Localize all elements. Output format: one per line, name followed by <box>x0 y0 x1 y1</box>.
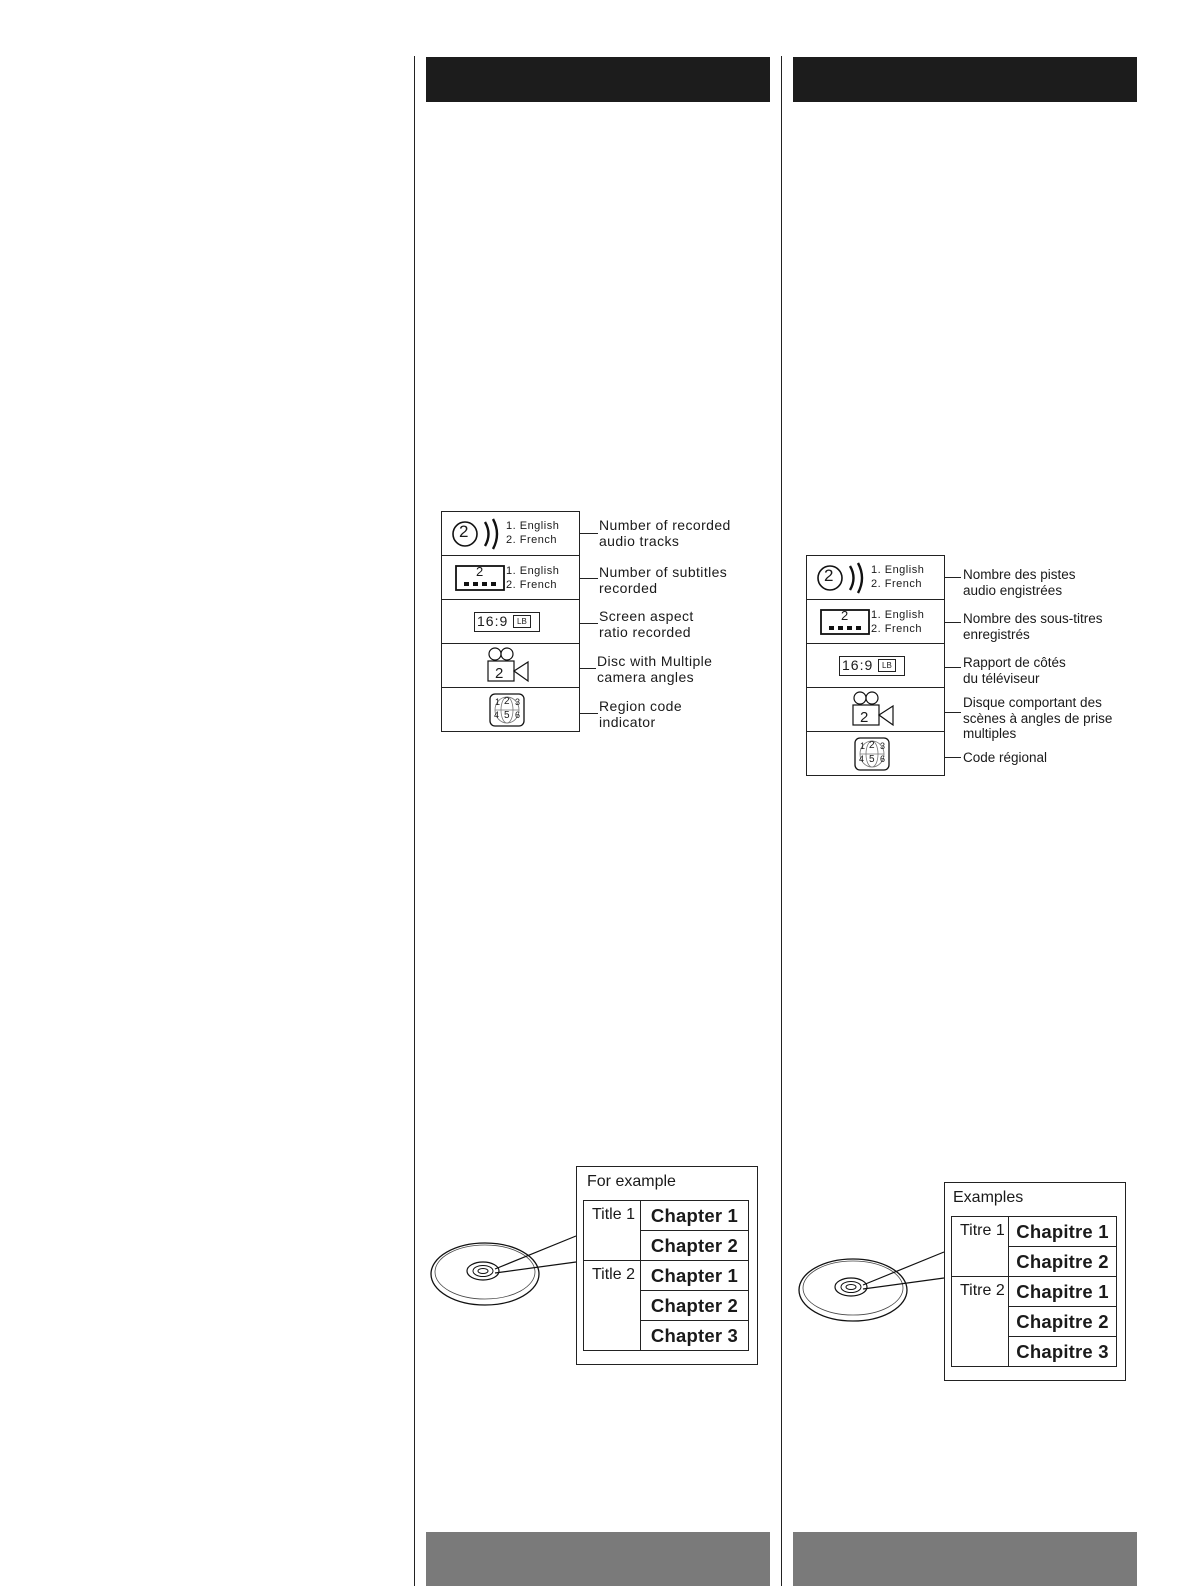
chapter-cell: Chapter 3 <box>641 1321 749 1351</box>
chapter-cell: Chapitre 1 <box>1009 1277 1117 1307</box>
leader-line <box>580 533 598 534</box>
subtitle-count: 2 <box>476 564 484 579</box>
leader-line <box>945 577 961 578</box>
chapter-cell: Chapitre 2 <box>1009 1307 1117 1337</box>
region-icon-cell <box>442 688 580 732</box>
leader-line <box>945 667 961 668</box>
column-divider-left <box>414 56 415 1586</box>
leader-line <box>580 623 598 624</box>
aspect-icon-cell <box>807 644 945 688</box>
region-digit-3: 3 <box>880 741 886 751</box>
aspect-ratio-label: Screen aspect ratio recorded <box>599 608 694 640</box>
camera-angles-label: Disque comportant des scènes à angles de prise multiples <box>963 695 1113 741</box>
example-caption: For example <box>587 1173 676 1190</box>
aspect-ratio-icon <box>474 612 540 632</box>
aspect-ratio-label: Rapport de côtés du téléviseur <box>963 655 1066 686</box>
title-chapter-table <box>583 1200 749 1351</box>
audio-tracks-label: Number of recorded audio tracks <box>599 517 731 549</box>
angle-icon-cell <box>807 688 945 732</box>
section-header-bar-french <box>793 57 1137 102</box>
subtitle-icon-cell <box>807 600 945 644</box>
title-chapter-example-french <box>798 1182 1138 1382</box>
subtitle-icon-cell <box>442 556 580 600</box>
region-digit-6: 6 <box>880 754 886 764</box>
audio-track-icon-cell <box>807 556 945 600</box>
aspect-ratio-text: 16:9 <box>477 613 509 629</box>
camera-angle-count: 2 <box>860 709 869 726</box>
table-row <box>584 1201 749 1231</box>
title-cell: Title 1 <box>584 1201 641 1261</box>
subtitles-label: Number of subtitles recorded <box>599 564 728 596</box>
column-divider-center <box>781 56 782 1586</box>
icon-legend-french <box>806 555 1146 785</box>
aspect-ratio-icon <box>839 656 905 676</box>
title-cell: Title 2 <box>584 1261 641 1351</box>
region-code-label: Region code indicator <box>599 698 683 730</box>
chapter-cell: Chapter 1 <box>641 1201 749 1231</box>
region-digit-2: 2 <box>504 696 510 707</box>
chapter-cell: Chapitre 1 <box>1009 1217 1117 1247</box>
leader-line <box>945 712 961 713</box>
subtitle-lang-1: 1. English <box>506 565 560 577</box>
region-code-label: Code régional <box>963 750 1048 765</box>
audio-lang-2: 2. French <box>871 578 922 590</box>
example-caption: Examples <box>953 1189 1024 1206</box>
region-digit-5: 5 <box>869 754 875 765</box>
region-digit-2: 2 <box>869 740 875 751</box>
leader-line <box>580 578 598 579</box>
audio-tracks-label: Nombre des pistes audio engistrées <box>963 567 1076 598</box>
footer-bar-english <box>426 1532 770 1586</box>
subtitle-lang-1: 1. English <box>871 609 925 621</box>
subtitle-lang-2: 2. French <box>506 579 557 591</box>
chapter-cell: Chapitre 2 <box>1009 1247 1117 1277</box>
icon-legend-english <box>441 511 771 739</box>
region-digit-1: 1 <box>860 741 866 751</box>
aspect-icon-cell <box>442 600 580 644</box>
region-digit-3: 3 <box>515 697 521 707</box>
region-digit-4: 4 <box>494 710 500 720</box>
leader-line <box>580 668 596 669</box>
aspect-ratio-text: 16:9 <box>842 657 874 673</box>
audio-lang-1: 1. English <box>506 520 560 532</box>
letterbox-tag: LB <box>513 615 531 628</box>
subtitles-label: Nombre des sous-titres enregistrés <box>963 611 1103 642</box>
audio-track-icon-cell <box>442 512 580 556</box>
leader-line <box>945 757 961 758</box>
region-digit-5: 5 <box>504 710 510 721</box>
chapter-cell: Chapter 2 <box>641 1291 749 1321</box>
table-row <box>584 1261 749 1291</box>
title-cell: Titre 1 <box>952 1217 1009 1277</box>
region-icon-cell <box>807 732 945 776</box>
camera-angle-count: 2 <box>495 665 504 682</box>
audio-lang-1: 1. English <box>871 564 925 576</box>
chapter-cell: Chapitre 3 <box>1009 1337 1117 1367</box>
chapter-cell: Chapter 1 <box>641 1261 749 1291</box>
title-chapter-table <box>951 1216 1117 1367</box>
audio-lang-2: 2. French <box>506 534 557 546</box>
table-row <box>952 1217 1117 1247</box>
region-digit-1: 1 <box>495 697 501 707</box>
region-digit-4: 4 <box>859 754 865 764</box>
angle-icon-cell <box>442 644 580 688</box>
footer-bar-french <box>793 1532 1137 1586</box>
region-digit-6: 6 <box>515 710 521 720</box>
leader-line <box>945 622 961 623</box>
audio-track-count: 2 <box>459 522 469 541</box>
subtitle-count: 2 <box>841 608 849 623</box>
section-header-bar-english <box>426 57 770 102</box>
letterbox-tag: LB <box>878 659 896 672</box>
subtitle-lang-2: 2. French <box>871 623 922 635</box>
chapter-cell: Chapter 2 <box>641 1231 749 1261</box>
camera-angles-label: Disc with Multiple camera angles <box>597 653 713 685</box>
audio-track-count: 2 <box>824 566 834 585</box>
table-row <box>952 1277 1117 1307</box>
leader-line <box>580 713 598 714</box>
title-cell: Titre 2 <box>952 1277 1009 1367</box>
title-chapter-example-english <box>430 1166 770 1366</box>
